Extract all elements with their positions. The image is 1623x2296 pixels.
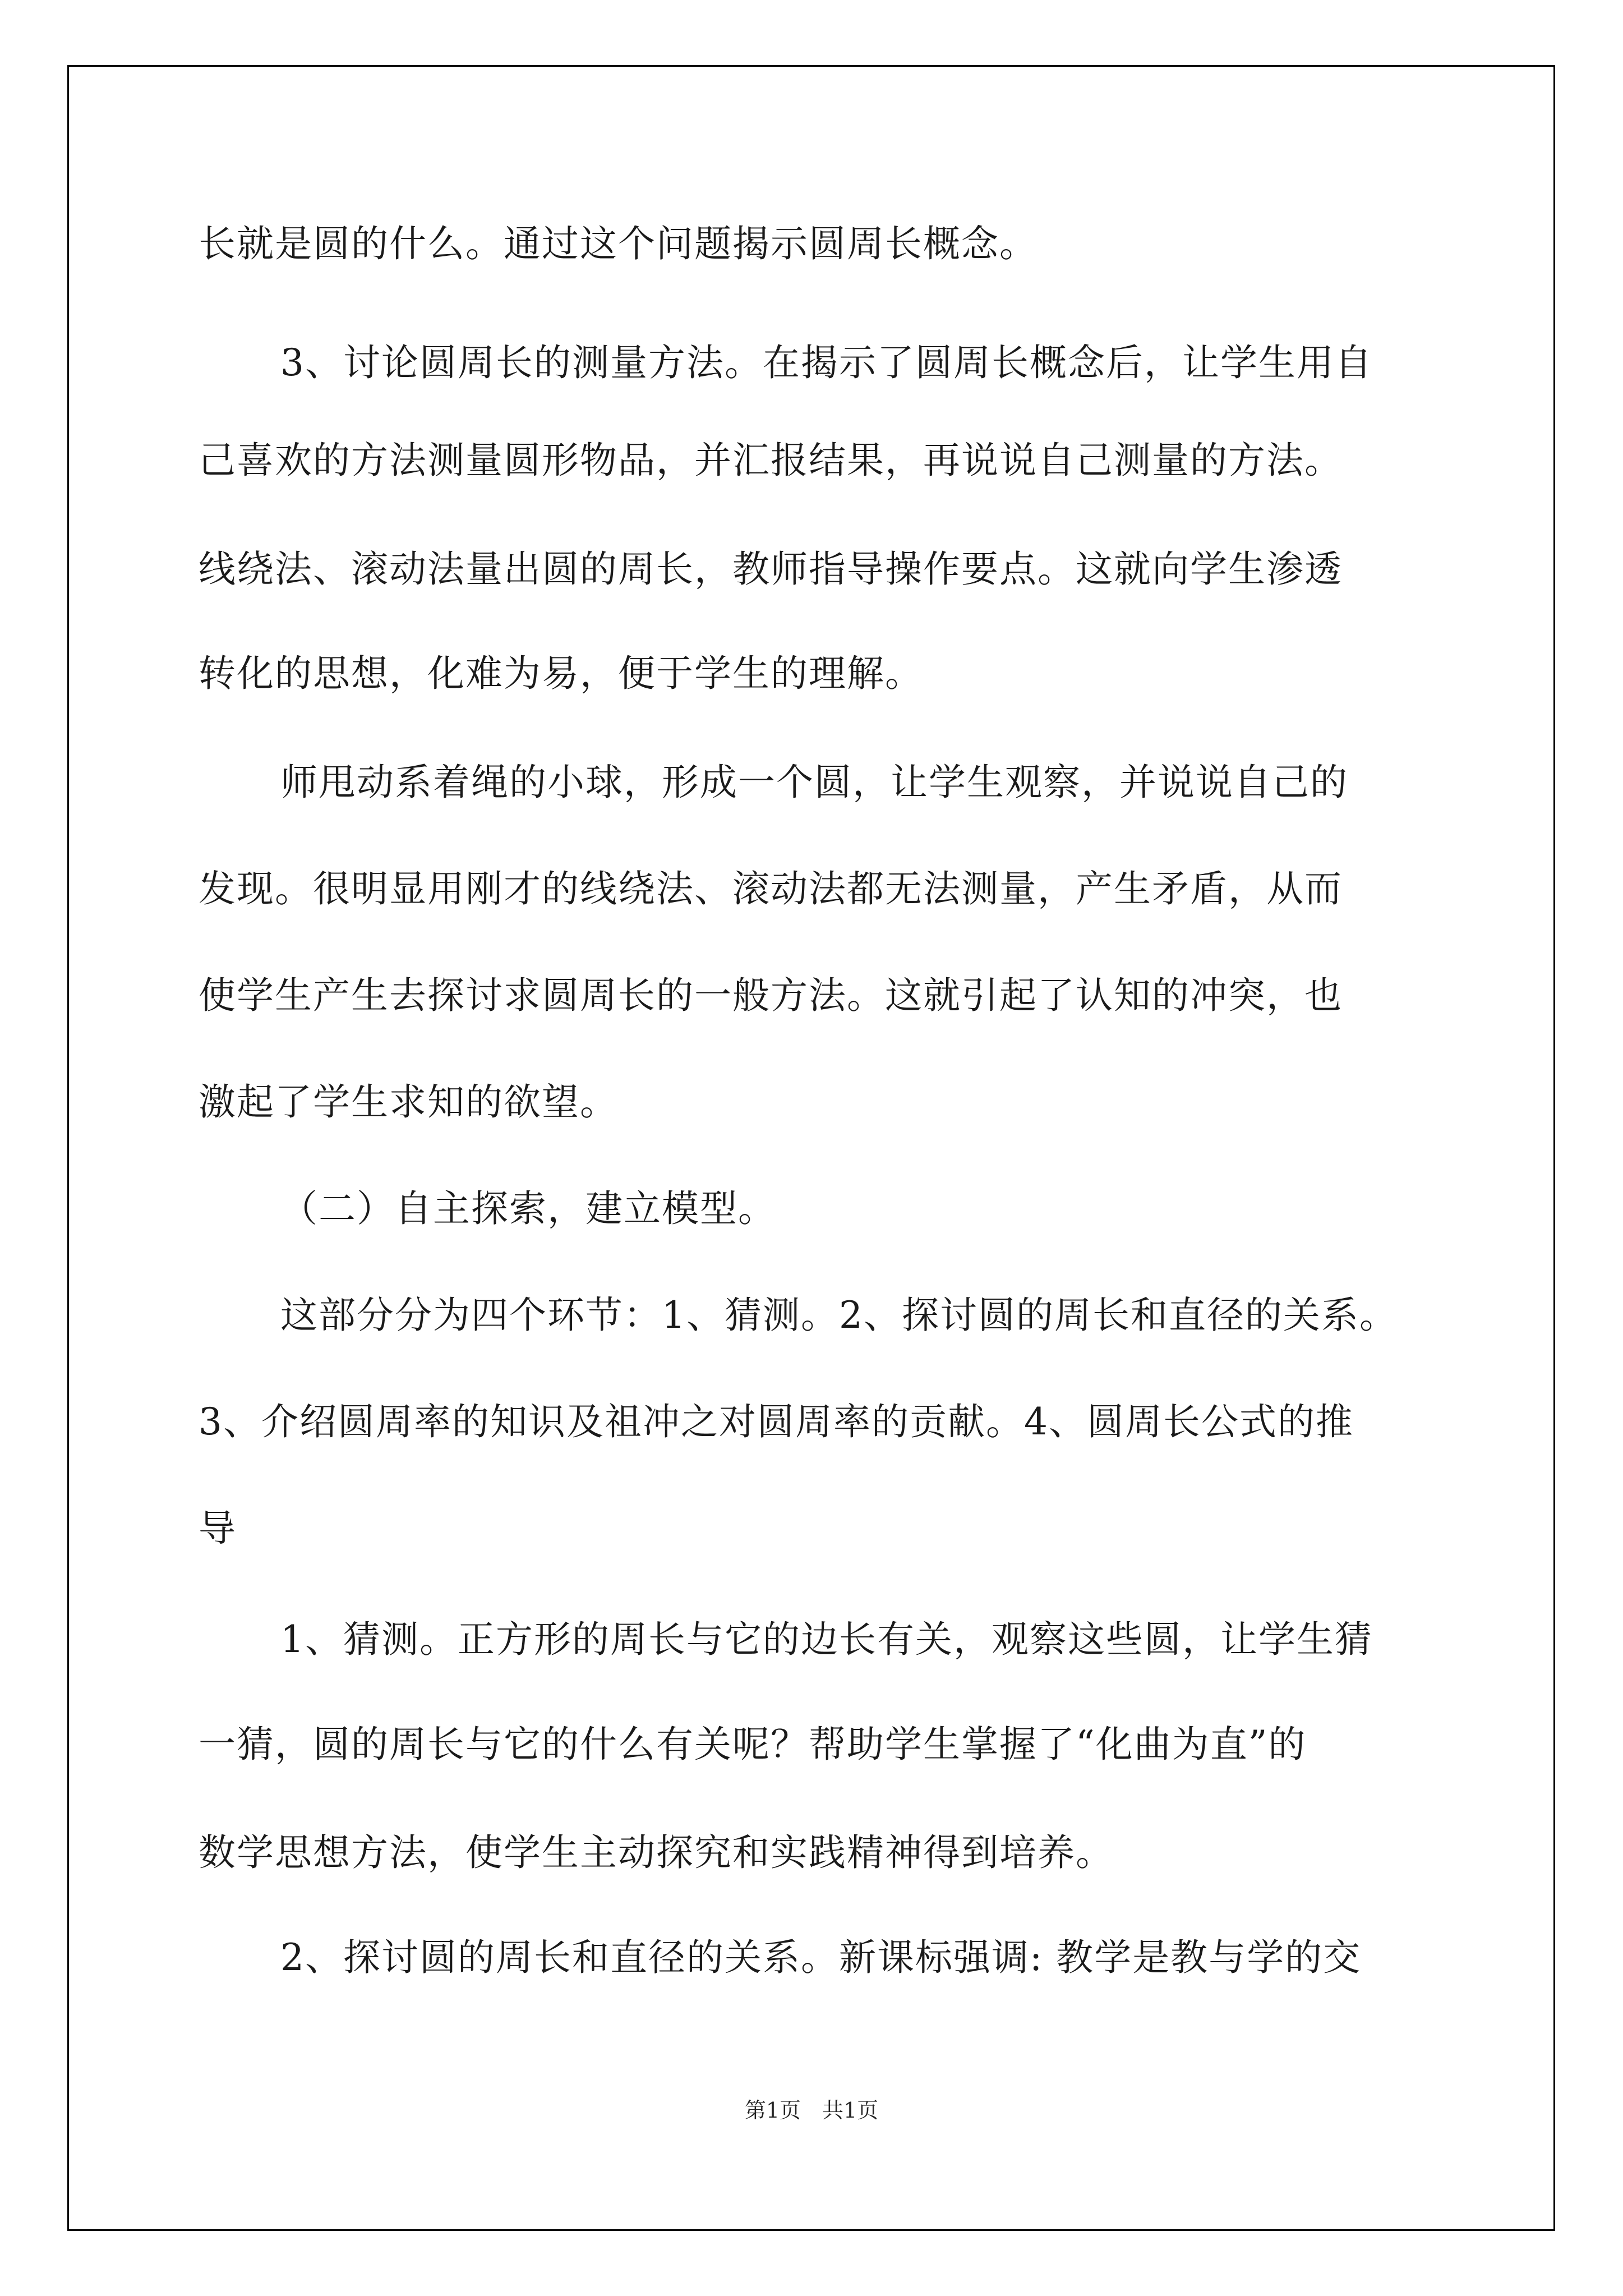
text-line-2: 3、讨论圆周长的测量方法。在揭示了圆周长概念后，让学生用自: [280, 341, 1373, 384]
text-line-9: 激起了学生求知的欲望。: [199, 1080, 618, 1124]
page-border: [67, 65, 1555, 2231]
text-line-7: 发现。很明显用刚才的线绕法、滚动法都无法测量，产生矛盾，从而: [199, 867, 1343, 910]
text-line-15: 一猜，圆的周长与它的什么有关呢？帮助学生掌握了“化曲为直”的: [199, 1723, 1307, 1766]
text-line-14: 1、猜测。正方形的周长与它的边长有关，观察这些圆，让学生猜: [280, 1618, 1373, 1661]
text-line-3: 己喜欢的方法测量圆形物品，并汇报结果，再说说自己测量的方法。: [199, 439, 1343, 482]
text-line-11: 这部分分为四个环节：1、猜测。2、探讨圆的周长和直径的关系。: [280, 1294, 1398, 1337]
text-line-13: 导: [199, 1507, 237, 1550]
section-heading: （二）自主探索，建立模型。: [280, 1187, 776, 1230]
text-line-5: 转化的思想，化难为易，便于学生的理解。: [199, 652, 923, 695]
text-line-17: 2、探讨圆的周长和直径的关系。新课标强调: 教学是教与学的交: [280, 1936, 1362, 1979]
text-line-8: 使学生产生去探讨求圆周长的一般方法。这就引起了认知的冲突，也: [199, 974, 1343, 1017]
page-footer: 第1页 共1页: [744, 2098, 879, 2123]
text-line-12: 3、介绍圆周率的知识及祖冲之对圆周率的贡献。4、圆周长公式的推: [199, 1400, 1354, 1443]
text-line-1: 长就是圆的什么。通过这个问题揭示圆周长概念。: [199, 222, 1038, 265]
text-line-4: 线绕法、滚动法量出圆的周长，教师指导操作要点。这就向学生渗透: [199, 547, 1343, 591]
text-line-6: 师甩动系着绳的小球，形成一个圆，让学生观察，并说说自己的: [280, 761, 1348, 804]
text-line-16: 数学思想方法，使学生主动探究和实践精神得到培养。: [199, 1831, 1114, 1874]
